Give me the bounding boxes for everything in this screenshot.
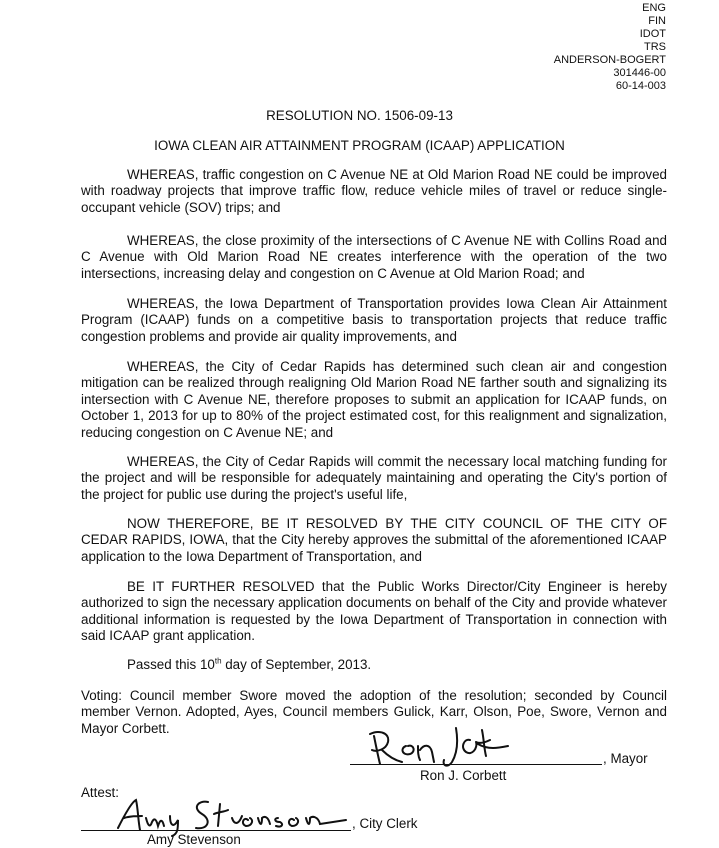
voting-paragraph: Voting: Council member Swore moved the adoption of the resolution; seconded by Council member Vernon. Adopted, Ayes, Council members Gulick, Karr, Olson, Poe, Swore, Vernon and Mayor Corbett. bbox=[81, 688, 667, 736]
whereas-paragraph-4: WHEREAS, the City of Cedar Rapids has determined such clean air and congestion mitigation can be realized through realigning Old Marion Road NE farther south and signalizing its intersection with C Avenue NE, therefore proposes to submit an application for ICAAP funds, on October 1, 2013 for up to 80% of the project estimated cost, for this realignment and signalization, reducing congestion on C Avenue NE; and bbox=[81, 359, 667, 440]
attest-label: Attest: bbox=[81, 785, 119, 800]
routing-item: 301446-00 bbox=[613, 67, 666, 79]
routing-item: FIN bbox=[648, 15, 666, 27]
routing-item: ANDERSON-BOGERT bbox=[553, 54, 666, 66]
routing-item: ENG bbox=[642, 2, 666, 14]
mayor-title: , Mayor bbox=[603, 751, 648, 766]
clerk-name: Amy Stevenson bbox=[147, 832, 241, 847]
whereas-paragraph-1: WHEREAS, traffic congestion on C Avenue NE at Old Marion Road NE could be improved with roadway projects that improve traffic flow, reduce vehicle miles of travel or reduce single-occupant vehicle (SOV) trips; and bbox=[81, 167, 667, 215]
application-title: IOWA CLEAN AIR ATTAINMENT PROGRAM (ICAAP) APPLICATION bbox=[154, 138, 565, 153]
resolved-paragraph: NOW THEREFORE, BE IT RESOLVED BY THE CITY COUNCIL OF THE CITY OF CEDAR RAPIDS, IOWA, that the City hereby approves the submittal of the aforementioned ICAAP application to the Iowa Department of Transportation, and bbox=[81, 516, 667, 564]
routing-item: 60-14-003 bbox=[615, 80, 666, 92]
mayor-name: Ron J. Corbett bbox=[420, 768, 507, 783]
clerk-title: , City Clerk bbox=[352, 816, 418, 831]
routing-item: TRS bbox=[644, 41, 666, 53]
mayor-signature-line bbox=[350, 764, 602, 765]
passed-line: Passed this 10th day of September, 2013. bbox=[127, 656, 372, 672]
further-resolved-paragraph: BE IT FURTHER RESOLVED that the Public Works Director/City Engineer is hereby authorized to sign the necessary application documents on behalf of the City and provide whatever additional information is requested by the Iowa Department of Transportation in connection with said ICAAP grant application. bbox=[81, 579, 667, 644]
whereas-paragraph-2: WHEREAS, the close proximity of the intersections of C Avenue NE with Collins Road and C Avenue with Old Marion Road NE creates interference with the operation of the two intersections, increasing delay and congestion on C Avenue at Old Marion Road; and bbox=[81, 233, 667, 281]
clerk-signature-line bbox=[81, 830, 351, 831]
whereas-paragraph-5: WHEREAS, the City of Cedar Rapids will commit the necessary local matching funding for the project and will be responsible for adequately maintaining and operating the City's portion of the project for public use during the project's useful life, bbox=[81, 454, 667, 502]
resolution-title: RESOLUTION NO. 1506-09-13 bbox=[266, 108, 453, 123]
routing-list bbox=[554, 2, 666, 93]
routing-item: IDOT bbox=[639, 28, 666, 40]
whereas-paragraph-3: WHEREAS, the Iowa Department of Transportation provides Iowa Clean Air Attainment Program (ICAAP) funds on a competitive basis to transportation projects that reduce traffic congestion problems and provide air quality improvements, and bbox=[81, 296, 667, 344]
